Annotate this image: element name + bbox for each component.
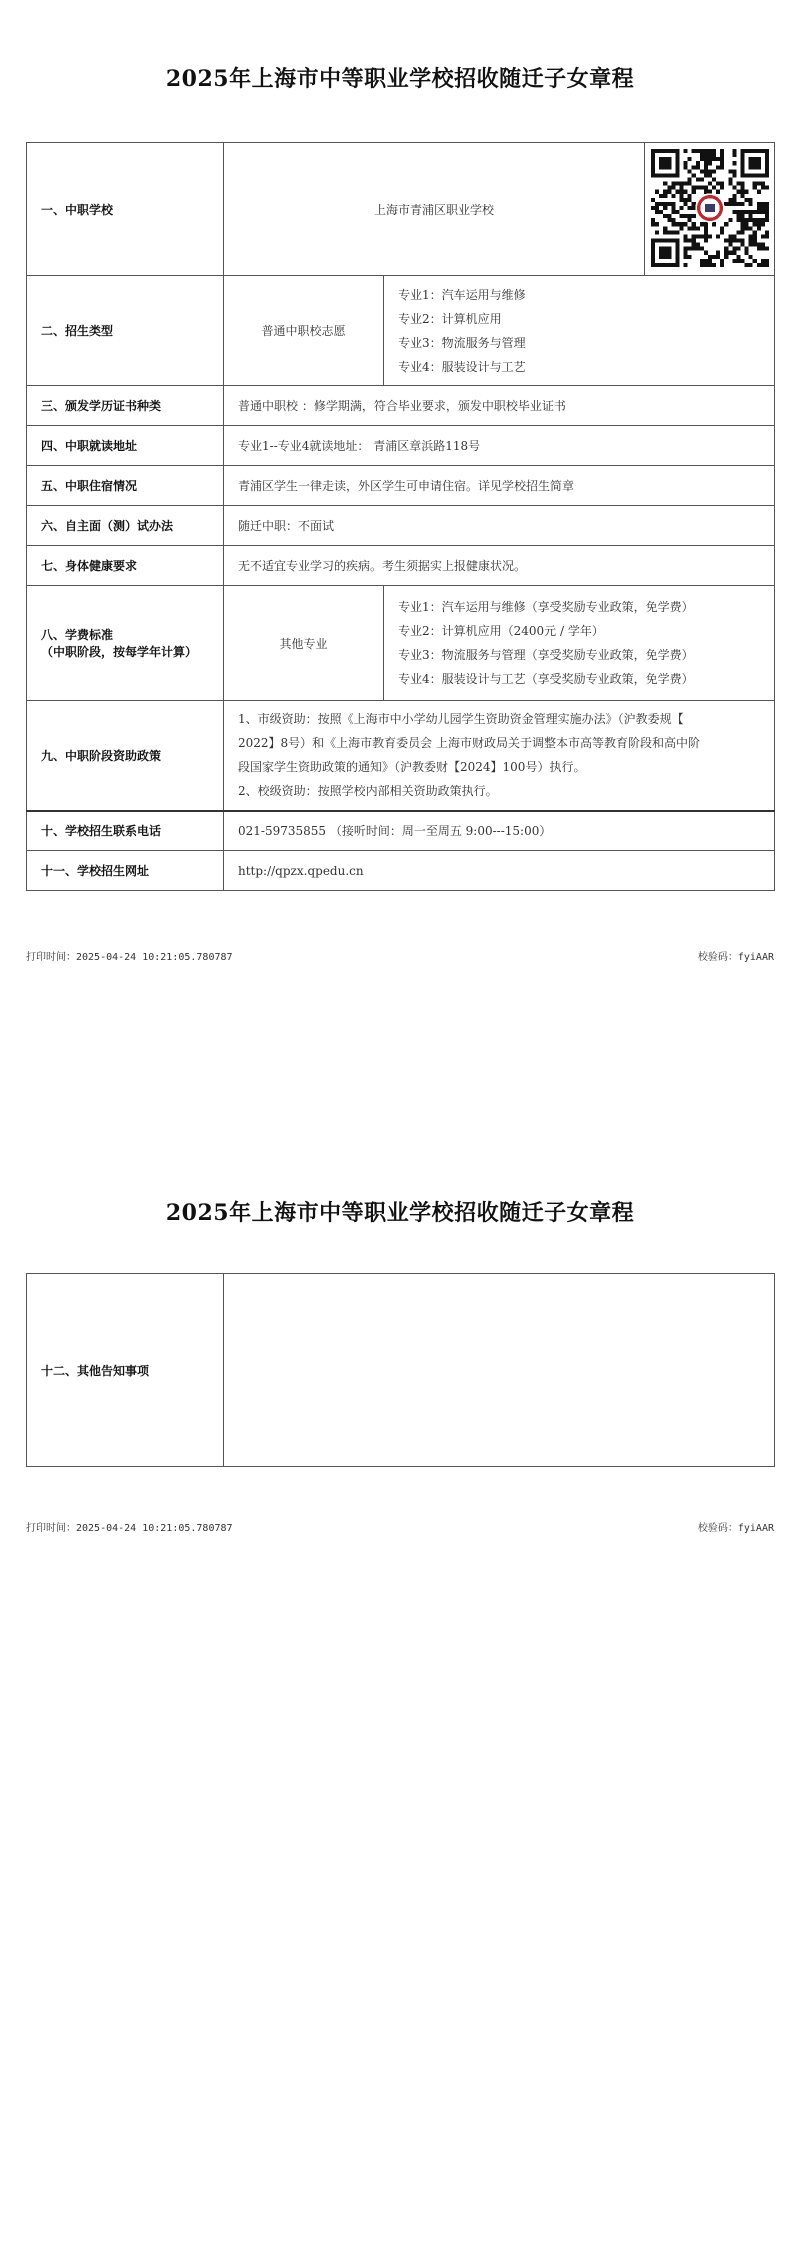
row-school — [27, 143, 775, 276]
print-time: 打印时间：2025-04-24 10:21:05.780787 — [26, 952, 233, 963]
tuition-list — [384, 586, 775, 701]
major-item: 专业2：计算机应用 — [398, 311, 502, 326]
policy-line: 2、校级资助：按照学校内部相关资助政策执行。 — [238, 784, 498, 799]
page-title: 2025年上海市中等职业学校招收随迁子女章程 — [165, 66, 635, 92]
row-label: 五、中职住宿情况 — [27, 466, 224, 506]
row-other-notices — [27, 1274, 775, 1467]
row-tuition — [27, 586, 775, 701]
other-notices-table — [26, 1273, 775, 1467]
print-time: 打印时间：2025-04-24 10:21:05.780787 — [26, 1523, 233, 1534]
row-value: 青浦区学生一律走读，外区学生可申请住宿。详见学校招生简章 — [224, 466, 775, 506]
row-label: 七、身体健康要求 — [27, 546, 224, 586]
tuition-item: 专业1：汽车运用与维修（享受奖励专业政策，免学费） — [398, 600, 694, 614]
page-2 — [0, 1130, 800, 2263]
row-label: 十一、学校招生网址 — [27, 851, 224, 891]
row-label: 十二、其他告知事项 — [27, 1274, 224, 1467]
check-code: 校验码：fyiAAR — [697, 952, 774, 963]
row-address — [27, 426, 775, 466]
admission-table — [26, 142, 775, 891]
row-label: 十、学校招生联系电话 — [27, 811, 224, 851]
row-health — [27, 546, 775, 586]
tuition-item: 专业4：服装设计与工艺（享受奖励专业政策，免学费） — [398, 672, 694, 686]
row-label: 九、中职阶段资助政策 — [27, 701, 224, 811]
row-label: 六、自主面（测）试办法 — [27, 506, 224, 546]
other-notices-value — [224, 1274, 775, 1467]
admission-type: 普通中职校志愿 — [224, 276, 384, 386]
row-label: 二、招生类型 — [27, 276, 224, 386]
phone-value: 021-59735855 （接听时间：周一至周五 9:00---15:00） — [224, 811, 775, 851]
row-label: 三、颁发学历证书种类 — [27, 386, 224, 426]
row-label: 一、中职学校 — [27, 143, 224, 276]
policy-line: 2022】8号）和《上海市教育委员会 上海市财政局关于调整本市高等教育阶段和高中阶 — [238, 736, 700, 751]
row-aid-policy — [27, 701, 775, 811]
row-value: 随迁中职：不面试 — [224, 506, 775, 546]
row-phone — [27, 811, 775, 851]
page-footer — [26, 1519, 774, 1534]
majors-list — [384, 276, 775, 386]
major-item: 专业1：汽车运用与维修 — [398, 287, 526, 302]
aid-policy-text — [224, 701, 775, 811]
check-code: 校验码：fyiAAR — [697, 1523, 774, 1534]
row-website — [27, 851, 775, 891]
row-label — [27, 586, 224, 701]
row-label-line: （中职阶段，按每学年计算） — [41, 645, 198, 659]
row-certificate — [27, 386, 775, 426]
page-title: 2025年上海市中等职业学校招收随迁子女章程 — [165, 1200, 635, 1226]
major-item: 专业4：服装设计与工艺 — [398, 359, 526, 374]
policy-line: 1、市级资助：按照《上海市中小学幼儿园学生资助资金管理实施办法》（沪教委规【 — [238, 712, 684, 727]
row-value: 无不适宜专业学习的疾病。考生须据实上报健康状况。 — [224, 546, 775, 586]
row-label-line: 八、学费标准 — [41, 628, 114, 642]
row-accommodation — [27, 466, 775, 506]
page-1 — [0, 0, 800, 1130]
row-value: 专业1--专业4就读地址： 青浦区章浜路118号 — [224, 426, 775, 466]
tuition-type: 其他专业 — [224, 586, 384, 701]
row-value: 普通中职校 ：修学期满，符合毕业要求，颁发中职校毕业证书 — [224, 386, 775, 426]
qr-code-cell — [645, 143, 775, 276]
row-admission-type — [27, 276, 775, 386]
row-label: 四、中职就读地址 — [27, 426, 224, 466]
tuition-item: 专业2：计算机应用（2400元 / 学年） — [398, 624, 604, 638]
website-link[interactable]: http://qpzx.qpedu.cn — [224, 851, 775, 891]
policy-line: 段国家学生资助政策的通知》（沪教委财【2024】100号）执行。 — [238, 760, 586, 775]
qr-code-icon — [651, 149, 769, 267]
row-interview — [27, 506, 775, 546]
tuition-item: 专业3：物流服务与管理（享受奖励专业政策，免学费） — [398, 648, 694, 662]
page-footer — [26, 948, 774, 963]
major-item: 专业3：物流服务与管理 — [398, 335, 526, 350]
school-name: 上海市青浦区职业学校 — [224, 143, 645, 276]
